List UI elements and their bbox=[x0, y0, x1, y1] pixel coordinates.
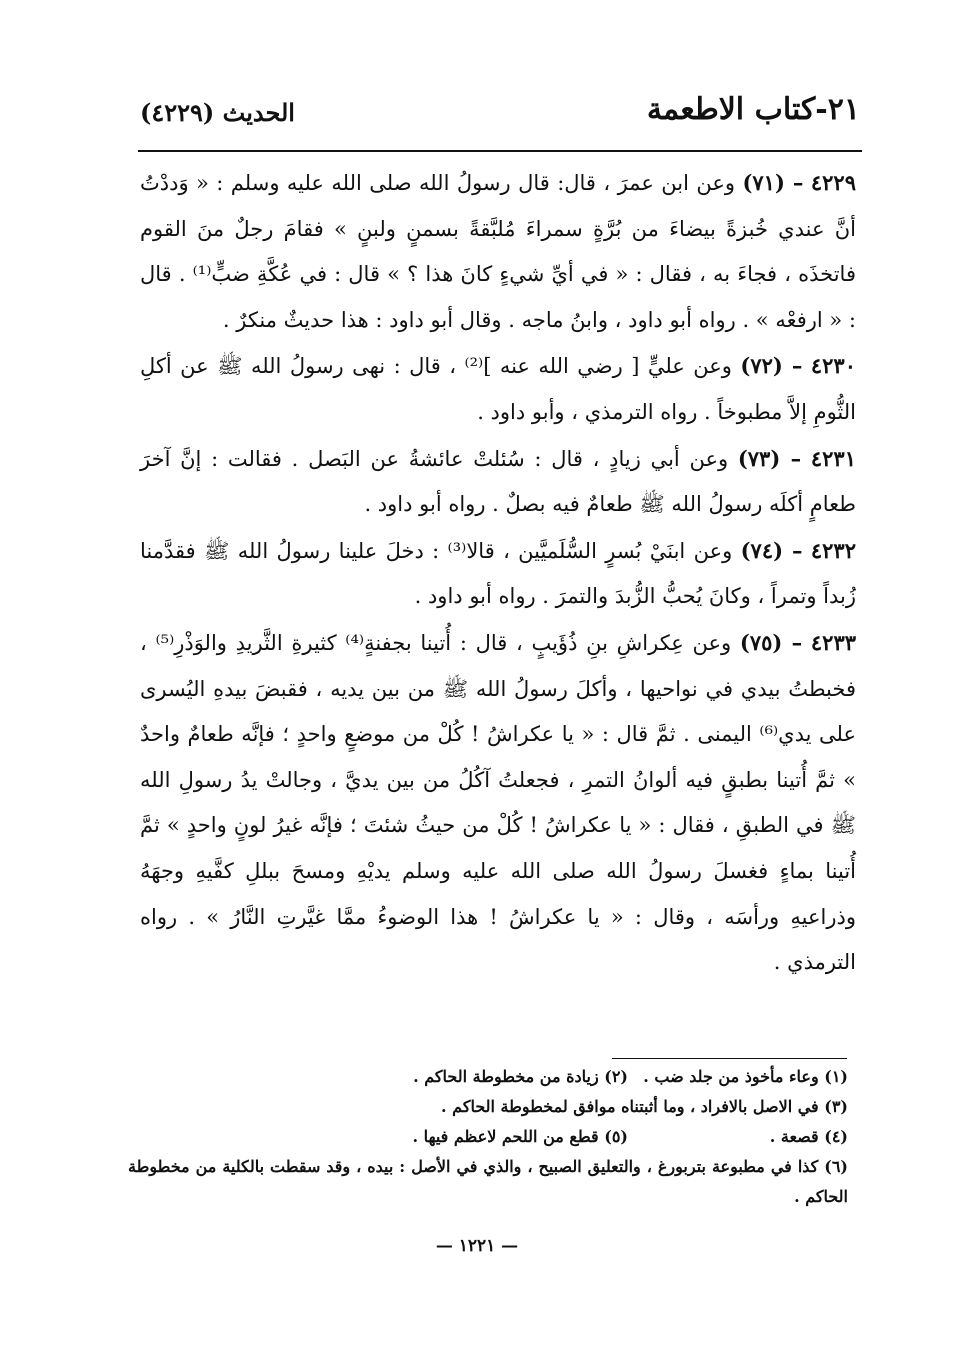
hadith-sub-number: (٧٣) bbox=[737, 445, 781, 471]
hadith-number: ٤٢٢٩ bbox=[810, 170, 856, 195]
footnote-5: (٥) قطع من اللحم لاعظم فيها . bbox=[412, 1127, 628, 1146]
hadith-number: ٤٢٣٣ bbox=[810, 629, 857, 655]
footnote-2: (٢) زيادة من مخطوطة الحاكم . bbox=[413, 1067, 628, 1086]
header-divider bbox=[138, 150, 862, 152]
footnote-3: (٣) في الاصل بالافراد ، وما أثبتناه موافق لمخطوطة الحاكم . bbox=[441, 1097, 848, 1116]
hadith-body bbox=[140, 160, 856, 986]
footnote-6: (٦) كذا في مطبوعة بتربورغ ، والتعليق الصبيح ، والذي في الأصل : بيده ، وقد سقطت بالكلية من مخطوطة الحاكم . bbox=[128, 1157, 848, 1206]
hadith-sub-number: (٧٤) bbox=[740, 537, 784, 563]
hadith-number: ٤٢٣١ bbox=[810, 445, 856, 471]
hadith-number: ٤٢٣٠ bbox=[810, 353, 856, 379]
chapter-title: ٢١-كتاب الاطعمة bbox=[646, 92, 860, 127]
hadith-number: ٤٢٣٢ bbox=[810, 537, 856, 563]
page-number: — ١٢٢١ — bbox=[435, 1236, 519, 1256]
footnote-divider bbox=[612, 1058, 847, 1059]
hadith-text: وعن أبي زيادٍ ، قال : سُئلتْ عائشةُ عن البَصل . فقالت : إنَّ آخرَ طعامٍ أكلَه رسولُ الله ﷺ طعامٌ فيه بصلٌ . رواه أبو داود . bbox=[140, 446, 856, 517]
hadith-4233: ٤٢٣٣ – (٧٥) وعن عِكراشِ بنِ ذُؤَيبٍ ، قال : أُتينا بجفنةٍ⁽⁴⁾ كثيرةِ الثَّريدِ والوَذْرِ⁽⁵⁾ ، فخبطتُ بيدي في نواحيها ، وأكلَ رسولُ الله ﷺ من بين يديه ، فقبضَ بيدهِ اليُسرى على يدي⁽⁶⁾ اليمنى . ثمَّ قال : « يا عكراشُ ! كُلْ من موضعٍ واحدٍ ؛ فإنَّه طعامٌ واحدٌ » ثمَّ أُتينا بطبقٍ فيه ألوانُ التمرِ ، فجعلتُ آكُلُ من بين يديَّ ، وجالتْ يدُ رسولِ الله ﷺ في الطبقِ ، فقال : « يا عكراشُ ! كُلْ من حيثُ شئتَ ؛ فإنَّه غيرُ لونٍ واحدٍ » ثمَّ أُتينا بماءٍ فغسلَ رسولُ الله صلى الله عليه وسلم يديْهِ ومسحَ ببللِ كفَّيهِ وجهَهُ وذراعيهِ ورأسَه ، وقال : « يا عكراشُ ! هذا الوضوءُ ممَّا غيَّرتِ النَّارُ » . رواه الترمذي . bbox=[140, 629, 857, 975]
hadith-4230: ٤٢٣٠ – (٧٢) وعن عليٍّ [ رضي الله عنه ]⁽²⁾ ، قال : نهى رسولُ الله ﷺ عن أكلِ الثُّومِ إلاَّ مطبوخاً . رواه الترمذي ، وأبو داود . bbox=[140, 353, 856, 424]
hadith-sub-number: (٧٢) bbox=[740, 353, 783, 379]
hadith-text: وعن عِكراشِ بنِ ذُؤَيبٍ ، قال : أُتينا بجفنةٍ⁽⁴⁾ كثيرةِ الثَّريدِ والوَذْرِ⁽⁵⁾ ، فخبطتُ بيدي في نواحيها ، وأكلَ رسولُ الله ﷺ من بين يديه ، فقبضَ بيدهِ اليُسرى على يدي⁽⁶⁾ اليمنى . ثمَّ قال : « يا عكراشُ ! كُلْ من موضعٍ واحدٍ ؛ فإنَّه طعامٌ واحدٌ » ثمَّ أُتينا بطبقٍ فيه ألوانُ التمرِ ، فجعلتُ آكُلُ من بين يديَّ ، وجالتْ يدُ رسولِ الله ﷺ في الطبقِ ، فقال : « يا عكراشُ ! كُلْ من حيثُ شئتَ ؛ فإنَّه غيرُ لونٍ واحدٍ » ثمَّ أُتينا بماءٍ فغسلَ رسولُ الله صلى الله عليه وسلم يديْهِ ومسحَ ببللِ كفَّيهِ وجهَهُ وذراعيهِ ورأسَه ، وقال : « يا عكراشُ ! هذا الوضوءُ ممَّا غيَّرتِ النَّارُ » . رواه الترمذي . bbox=[140, 630, 856, 975]
hadith-4229: ٤٢٢٩ – (٧١) وعن ابن عمرَ ، قال: قال رسولُ الله صلى الله عليه وسلم : « وَددْتُ أنَّ عندي خُبزةً بيضاءَ من بُرَّةٍ سمراءَ مُلبَّقةً بسمنٍ ولبنٍ » فقامَ رجلٌ منَ القوم فاتخذَه ، فجاءَ به ، فقال : « في أيِّ شيءٍ كانَ هذا ؟ » قال : في عُكَّةِ ضبٍّ⁽¹⁾ . قال : « ارفعْه » . رواه أبو داود ، وابنُ ماجه . وقال أبو داود : هذا حديثٌ منكرٌ . bbox=[140, 170, 856, 332]
footnotes bbox=[128, 1062, 848, 1212]
hadith-4231: ٤٢٣١ – (٧٣) وعن أبي زيادٍ ، قال : سُئلتْ عائشةُ عن البَصل . فقالت : إنَّ آخرَ طعامٍ أكلَه رسولُ الله ﷺ طعامٌ فيه بصلٌ . رواه أبو داود . bbox=[140, 445, 856, 517]
footnote-1: (١) وعاء مأخوذ من جلد ضب . bbox=[643, 1067, 848, 1086]
hadith-sub-number: (٧٥) bbox=[739, 629, 783, 655]
hadith-range-label: الحديث (٤٢٢٩) bbox=[140, 98, 295, 127]
hadith-text: وعن ابنَيْ بُسرٍ السُّلَميَّين ، قالا⁽³⁾ : دخلَ علينا رسولُ الله ﷺ فقدَّمنا زُبداً وتمراً ، وكانَ يُحبُّ الزُّبدَ والتمرَ . رواه أبو داود . bbox=[140, 538, 856, 609]
page-header bbox=[140, 92, 860, 142]
hadith-sub-number: (٧١) bbox=[742, 170, 785, 195]
hadith-text: وعن عليٍّ [ رضي الله عنه ]⁽²⁾ ، قال : نهى رسولُ الله ﷺ عن أكلِ الثُّومِ إلاَّ مطبوخاً . رواه الترمذي ، وأبو داود . bbox=[140, 354, 856, 424]
footnote-4: (٤) قصعة . bbox=[769, 1127, 848, 1146]
hadith-4232: ٤٢٣٢ – (٧٤) وعن ابنَيْ بُسرٍ السُّلَميَّين ، قالا⁽³⁾ : دخلَ علينا رسولُ الله ﷺ فقدَّمنا زُبداً وتمراً ، وكانَ يُحبُّ الزُّبدَ والتمرَ . رواه أبو داود . bbox=[140, 537, 856, 609]
hadith-text: وعن ابن عمرَ ، قال: قال رسولُ الله صلى الله عليه وسلم : « وَددْتُ أنَّ عندي خُبزةً بيضاءَ من بُرَّةٍ سمراءَ مُلبَّقةً بسمنٍ ولبنٍ » فقامَ رجلٌ منَ القوم فاتخذَه ، فجاءَ به ، فقال : « في أيِّ شيءٍ كانَ هذا ؟ » قال : في عُكَّةِ ضبٍّ⁽¹⁾ . قال : « ارفعْه » . رواه أبو داود ، وابنُ ماجه . وقال أبو داود : هذا حديثٌ منكرٌ . bbox=[140, 171, 856, 332]
